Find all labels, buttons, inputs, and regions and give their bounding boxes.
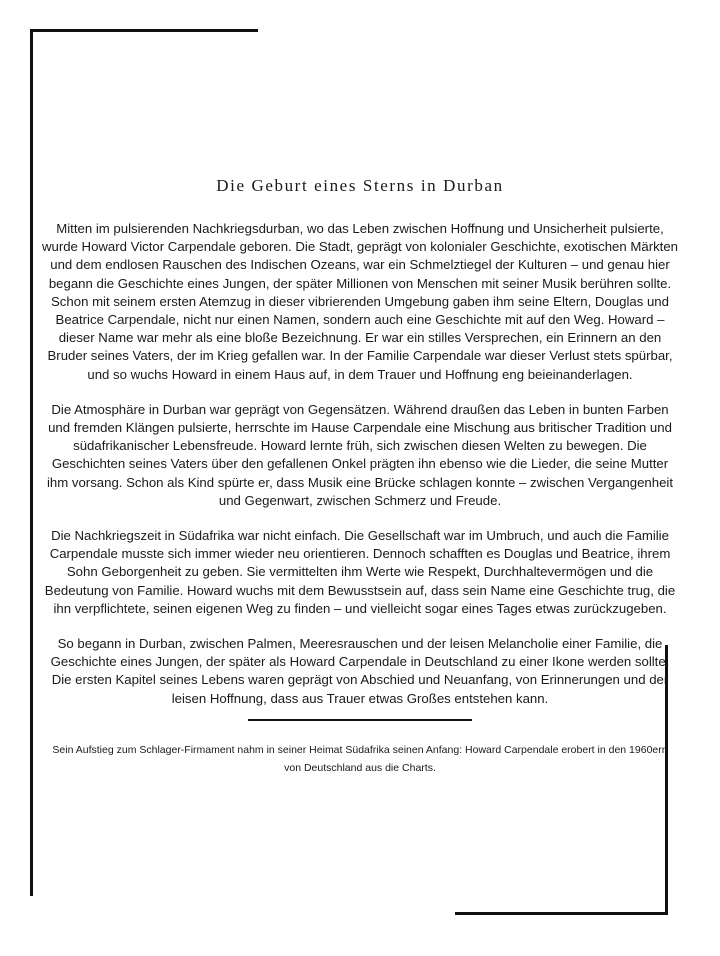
caption-divider: [248, 719, 472, 721]
frame-left-border: [30, 29, 33, 896]
article-paragraph-2: Die Atmosphäre in Durban war geprägt von Gegensätzen. Während draußen das Leben in bunten Farben und fremden Klängen pulsierte, herrschte im Hause Carpendale eine Mischung aus britischer Tradition und südafrikanischer Lebensfreude. Howard lernte früh, sich zwischen diesen Welten zu bewegen. Die Geschichten seines Vaters über den gefallenen Onkel prägten ihn ebenso wie die Lieder, die seine Mutter ihm vorsang. Schon als Kind spürte er, dass Musik eine Brücke schlagen konnte – zwischen Vergangenheit und Gegenwart, zwischen Schmerz und Freude.: [46, 401, 674, 508]
frame-top-border: [30, 29, 258, 32]
article-paragraph-1: Mitten im pulsierenden Nachkriegsdurban, wo das Leben zwischen Hoffnung und Unsicherheit pulsierte, wurde Howard Victor Carpendale geboren. Die Stadt, geprägt von kolonialer Geschichte, exotischen Märkten und dem endlosen Rauschen des Indischen Ozeans, war ein Schmelztiegel der Kulturen – und genau hier begann die Geschichte eines Jungen, der später Millionen von Menschen mit seiner Musik berühren sollte. Schon mit seinem ersten Atemzug in dieser vibrierenden Umgebung gaben ihm seine Eltern, Douglas und Beatrice Carpendale, nicht nur einen Namen, sondern auch eine Geschichte mit auf den Weg. Howard – dieser Name war mehr als eine bloße Bezeichnung. Er war ein stilles Versprechen, ein Erinnern an den Bruder seines Vaters, der im Krieg gefallen war. In der Familie Carpendale war dieser Verlust stets spürbar, und so wuchs Howard in einem Haus auf, in dem Trauer und Hoffnung eng beieinanderlagen.: [41, 221, 679, 382]
article-paragraph-4: So begann in Durban, zwischen Palmen, Meeresrauschen und der leisen Melancholie einer Familie, die Geschichte eines Jungen, der später als Howard Carpendale in Deutschland zu einer Ikone werden sollte. Die ersten Kapitel seines Lebens waren geprägt von Abschied und Neuanfang, von Erinnerungen und der leisen Hoffnung, dass aus Trauer etwas Großes entstehen kann.: [50, 636, 670, 706]
article-body: [40, 172, 680, 777]
article-paragraph-3: Die Nachkriegszeit in Südafrika war nicht einfach. Die Gesellschaft war im Umbruch, und auch die Familie Carpendale musste sich immer wieder neu orientieren. Dennoch schafften es Douglas und Beatrice, ihrem Sohn Geborgenheit zu geben. Sie vermittelten ihm Werte wie Respekt, Durchhaltevermögen und die Bedeutung von Familie. Howard wuchs mit dem Bewusstsein auf, dass sein Name eine Geschichte trug, die ihn verpflichtete, seinen eigenen Weg zu finden – und vielleicht sogar eines Tages etwas zurückzugeben.: [44, 528, 676, 616]
photo-caption: Sein Aufstieg zum Schlager-Firmament nahm in seiner Heimat Südafrika seinen Anfang: Howard Carpendale erobert in den 1960ern von Deutschland aus die Charts.: [52, 743, 668, 774]
article-title: Die Geburt eines Sterns in Durban: [216, 176, 504, 195]
frame-bottom-border: [455, 912, 668, 915]
